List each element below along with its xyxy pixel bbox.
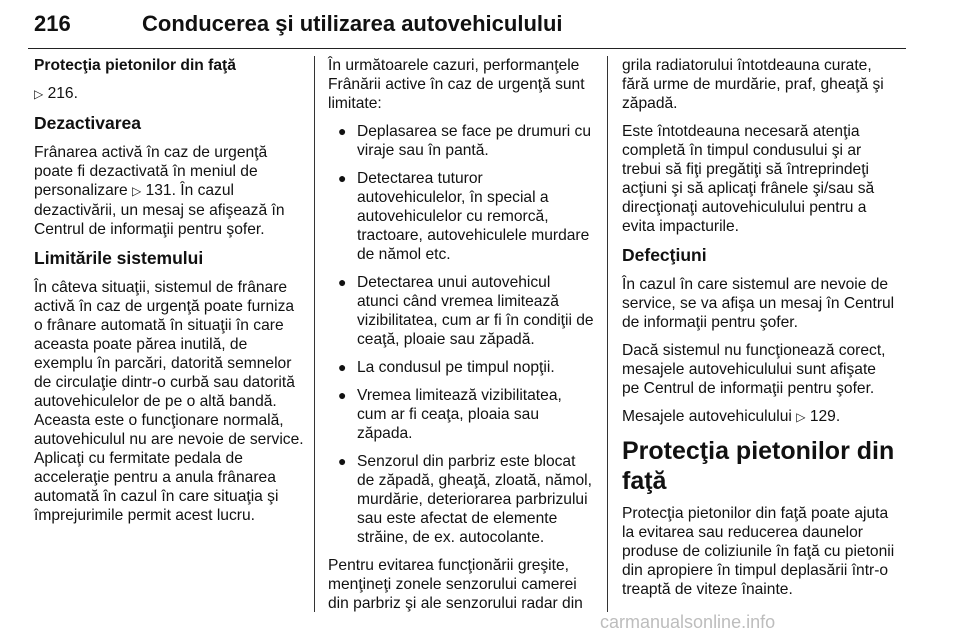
- column-divider: [607, 56, 608, 612]
- column-right: [622, 56, 896, 608]
- list-item: ● Detectarea tuturor autovehiculelor, în special a autovehiculelor cu remorcă, tractoare, autovehiculele murdare de nămol etc.: [338, 170, 590, 263]
- section-title-pedestrian-protection: Protecţia pietonilor din faţă: [622, 437, 895, 495]
- column-middle: [328, 56, 594, 622]
- list-item: ● Vremea limitează vizibilitatea, cum ar fi ceaţa, ploaia sau zăpada.: [338, 387, 562, 442]
- paragraph-vehicle-messages-ref: Mesajele autovehiculului ▷ 129.: [622, 408, 841, 425]
- bullet-dot-icon: ●: [338, 387, 347, 403]
- bullet-dot-icon: ●: [338, 170, 347, 186]
- heading-faults: Defecţiuni: [622, 245, 707, 265]
- page-header: [28, 4, 906, 49]
- watermark: carmanualsonline.info: [600, 612, 776, 632]
- list-item: ● Detectarea unui autovehicul atunci când vremea limitează vizibilitatea, cum ar fi în condiţii de ceaţă, ploaie sau zăpadă.: [338, 274, 594, 348]
- page-reference-arrow-icon: ▷: [796, 410, 806, 424]
- paragraph-system-limits: În câteva situaţii, sistemul de frânare activă în caz de urgenţă poate furniza o frânare automată în situaţii în care aceasta poate părea inutilă, de exemplu în parcări, datorită semnelor de circulaţie dintr-o curbă sau datorită autovehiculelor de pe o altă bandă. Aceasta este o funcţionare normală, autovehiculul nu are nevoie de service. Aplicaţi cu fermitate pedala de acceleraţie pentru a anula frânarea automată în cazul în care situaţia şi împrejurimile permit acest lucru.: [34, 279, 304, 524]
- page-reference-link[interactable]: 131.: [145, 182, 176, 199]
- paragraph-limited-cases-intro: În următoarele cazuri, performanţele Frânării active în caz de urgenţă sunt limitate:: [328, 57, 585, 112]
- paragraph-faults-service: În cazul în care sistemul are nevoie de service, se va afişa un mesaj în Centrul de informaţii pentru şofer.: [622, 276, 895, 331]
- heading-deactivation: Dezactivarea: [34, 113, 142, 133]
- bullet-dot-icon: ●: [338, 359, 347, 375]
- cross-reference[interactable]: [34, 84, 306, 104]
- cross-reference-title: Protecţia pietonilor din faţă: [34, 57, 236, 74]
- paragraph-faults-messages: Dacă sistemul nu funcţionează corect, mesajele autovehiculului sunt afişate pe Centrul de informaţii pentru şofer.: [622, 342, 886, 397]
- list-item: ● La condusul pe timpul nopţii.: [338, 359, 555, 376]
- paragraph-driver-attention: Este întotdeauna necesară atenţia completă în timpul condusului şi ar trebui să fiţi pregătiţi să întreprindeţi acţiuni şi să aplicaţi frânele şi/sau să direcţionaţi autovehiculului pentru a evita impacturile.: [622, 123, 875, 235]
- paragraph-deactivation: Frânarea activă în caz de urgenţă poate fi dezactivată în meniul de personalizare ▷ 131. În cazul dezactivării, un mesaj se afişează în Centrul de informaţii pentru şofer.: [34, 144, 285, 238]
- page-reference-link[interactable]: 129.: [809, 408, 841, 425]
- paragraph-sensor-maintenance-cont: grila radiatorului întotdeauna curate, fără urme de murdărie, praf, gheaţă şi zăpadă.: [622, 57, 884, 112]
- list-item: ● Deplasarea se face pe drumuri cu viraje sau în pantă.: [338, 123, 592, 159]
- heading-system-limits: Limitările sistemului: [34, 248, 204, 268]
- page-reference-arrow-icon: ▷: [131, 184, 142, 198]
- column-left: [34, 56, 306, 534]
- cross-reference-page: 216.: [47, 85, 78, 102]
- paragraph-pedestrian-protection: Protecţia pietonilor din faţă poate ajuta la evitarea sau reducerea daunelor produse de coliziunile în faţă cu pietonii din apropiere în timpul deplasării într-o treaptă de viteze înainte.: [622, 505, 895, 598]
- column-divider: [314, 56, 315, 612]
- page-reference-arrow-icon: ▷: [34, 87, 44, 101]
- limited-cases-list: [328, 122, 594, 547]
- bullet-dot-icon: ●: [338, 123, 347, 139]
- bullet-dot-icon: ●: [338, 453, 347, 469]
- paragraph-sensor-maintenance: Pentru evitarea funcţionării greşite, menţineţi zonele senzorului camerei din parbriz şi ale senzorului radar din: [328, 557, 583, 612]
- page-number: 216: [34, 11, 71, 36]
- bullet-dot-icon: ●: [338, 274, 347, 290]
- running-title: Conducerea şi utilizarea autovehiculului: [142, 11, 563, 36]
- list-item: ● Senzorul din parbriz este blocat de zăpadă, gheaţă, zloată, nămol, murdărie, deteriorarea parbrizului sau este afectat de elemente străine, de ex. autocolante.: [338, 453, 592, 546]
